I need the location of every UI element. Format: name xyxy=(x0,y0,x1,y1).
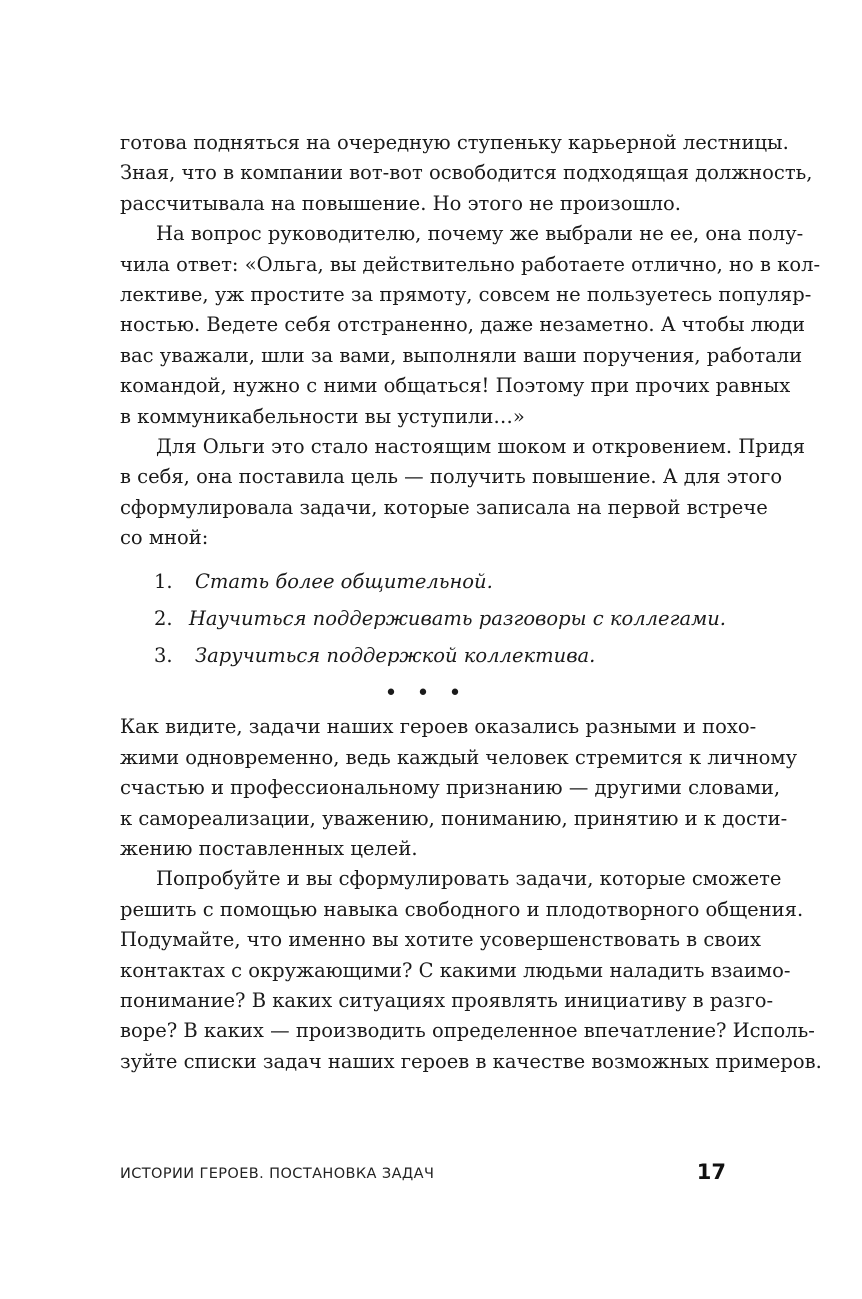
section-separator: • • • xyxy=(384,681,468,707)
list-item-text: Стать более общительной. xyxy=(195,570,493,594)
list-item xyxy=(120,604,726,641)
paragraph-4 xyxy=(120,712,798,864)
list-item-number: 3. xyxy=(154,644,173,668)
text-line: Как видите, задачи наших героев оказались разными и похо- xyxy=(120,715,757,739)
list-item xyxy=(120,567,726,604)
text-line: жими одновременно, ведь каждый человек стремится к личному xyxy=(120,745,798,769)
paragraph-1 xyxy=(120,128,813,219)
text-line: командой, нужно с ними общаться! Поэтому при прочих равных xyxy=(120,374,791,398)
text-line: к самореализации, уважению, пониманию, принятию и к дости- xyxy=(120,806,788,830)
list-item-number: 2. xyxy=(154,607,173,631)
task-list xyxy=(120,567,726,678)
text-line: готова подняться на очередную ступеньку карьерной лестницы. xyxy=(120,131,789,154)
text-line: со мной: xyxy=(120,526,209,550)
paragraph-3 xyxy=(120,432,806,554)
text-line: в коммуникабельности вы уступили…» xyxy=(120,404,525,428)
text-line: Попробуйте и вы сформулировать задачи, которые сможете xyxy=(156,867,782,891)
list-item-text: Заручиться поддержкой коллектива. xyxy=(195,644,596,668)
running-head: ИСТОРИИ ГЕРОЕВ. ПОСТАНОВКА ЗАДАЧ xyxy=(120,1166,435,1182)
text-line: воре? В каких — производить определенное впечатление? Исполь- xyxy=(120,1019,815,1043)
paragraph-2 xyxy=(120,219,821,432)
list-item xyxy=(120,641,726,678)
text-line: Подумайте, что именно вы хотите усовершенствовать в своих xyxy=(120,928,761,952)
text-line: Зная, что в компании вот-вот освободится подходящая должность, xyxy=(120,161,813,185)
text-line: чила ответ: «Ольга, вы действительно работаете отлично, но в кол- xyxy=(120,252,821,276)
text-line: На вопрос руководителю, почему же выбрали не ее, она полу- xyxy=(156,222,804,246)
text-line: сформулировала задачи, которые записала на первой встрече xyxy=(120,495,768,519)
text-line: в себя, она поставила цель — получить повышение. А для этого xyxy=(120,465,783,489)
paragraph-5 xyxy=(120,864,822,1077)
page-body xyxy=(120,128,822,1077)
list-item-text: Научиться поддерживать разговоры с коллегами. xyxy=(188,607,726,631)
text-line: понимание? В каких ситуациях проявлять инициативу в разго- xyxy=(120,988,774,1012)
text-line: зуйте списки задач наших героев в качестве возможных примеров. xyxy=(120,1049,822,1073)
text-line: рассчитывала на повышение. Но этого не произошло. xyxy=(120,191,681,215)
text-line: жению поставленных целей. xyxy=(120,837,418,861)
text-line: Для Ольги это стало настоящим шоком и откровением. Придя xyxy=(156,434,806,458)
text-line: контактах с окружающими? С какими людьми наладить взаимо- xyxy=(120,958,791,982)
text-line: решить с помощью навыка свободного и плодотворного общения. xyxy=(120,897,804,921)
text-line: вас уважали, шли за вами, выполняли ваши поручения, работали xyxy=(120,343,803,367)
list-item-number: 1. xyxy=(154,570,173,594)
text-line: счастью и профессиональному признанию — другими словами, xyxy=(120,776,781,800)
text-line: лективе, уж простите за прямоту, совсем не пользуетесь популяр- xyxy=(120,282,812,306)
page-footer xyxy=(120,1160,726,1190)
text-line: ностью. Ведете себя отстраненно, даже незаметно. А чтобы люди xyxy=(120,313,806,337)
page-number: 17 xyxy=(696,1160,726,1184)
